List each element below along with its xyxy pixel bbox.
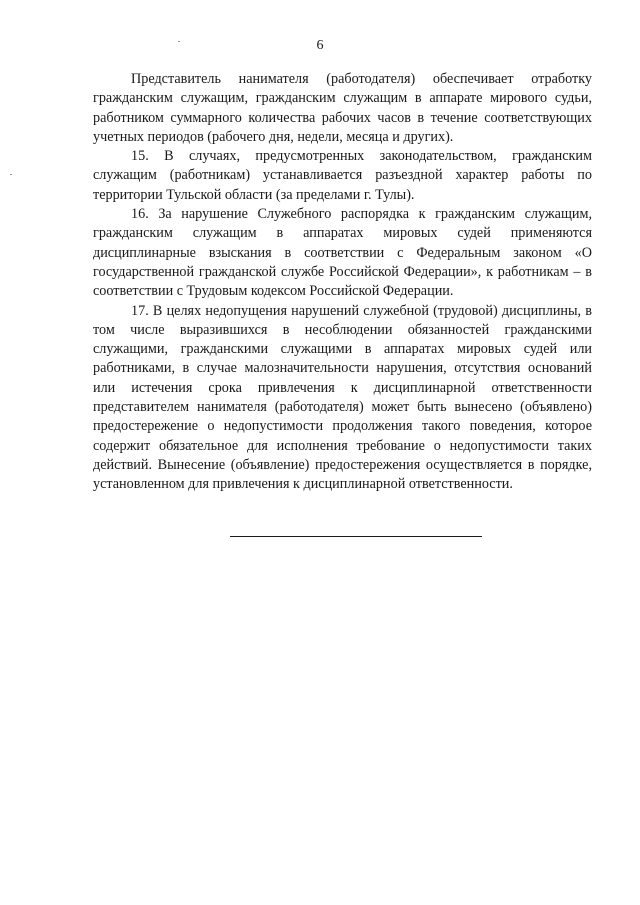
paragraph-item-17: 17. В целях недопущения нарушений служебной (трудовой) дисциплины, в том числе выразившихся в несоблюдении обязанностей гражданскими служащими, гражданскими служащими в аппаратах мировых судей или работниками, в случае малозначительности нарушения, отсутствия оснований или истечения срока привлечения к дисциплинарной ответственности представителем нанимателя (работодателя) может быть вынесено (объявлено) предостережение о недопустимости продолжения такого поведения, которое содержит обязательное для исполнения требование о недопустимости таких действий. Вынесение (объявление) предостережения осуществляется в порядке, установленном для привлечения к дисциплинарной ответственности. <box>93 302 592 493</box>
paragraph-item-16: 16. За нарушение Служебного распорядка к гражданским служащим, гражданским служащим в аппаратах мировых судей применяются дисциплинарные взыскания в соответствии с Федеральным законом «О государственной гражданской службе Российской Федерации», к работникам – в соответствии с Трудовым кодексом Российской Федерации. <box>93 206 592 300</box>
page-number: 6 <box>316 38 324 53</box>
scan-speck <box>178 41 180 42</box>
paragraph-item-15: 15. В случаях, предусмотренных законодательством, гражданским служащим (работникам) устанавливается разъездной характер работы по территории Тульской области (за пределами г. Тулы). <box>93 148 592 203</box>
paragraph-working-hours: Представитель нанимателя (работодателя) обеспечивает отработку гражданским служащим, гражданским служащим в аппарате мирового судьи, работником суммарного количества рабочих часов в течение соответствующих учетных периодов (рабочего дня, недели, месяца и других). <box>93 71 592 145</box>
end-of-text-divider <box>230 536 482 537</box>
document-body <box>93 70 592 495</box>
scan-speck <box>10 174 12 175</box>
